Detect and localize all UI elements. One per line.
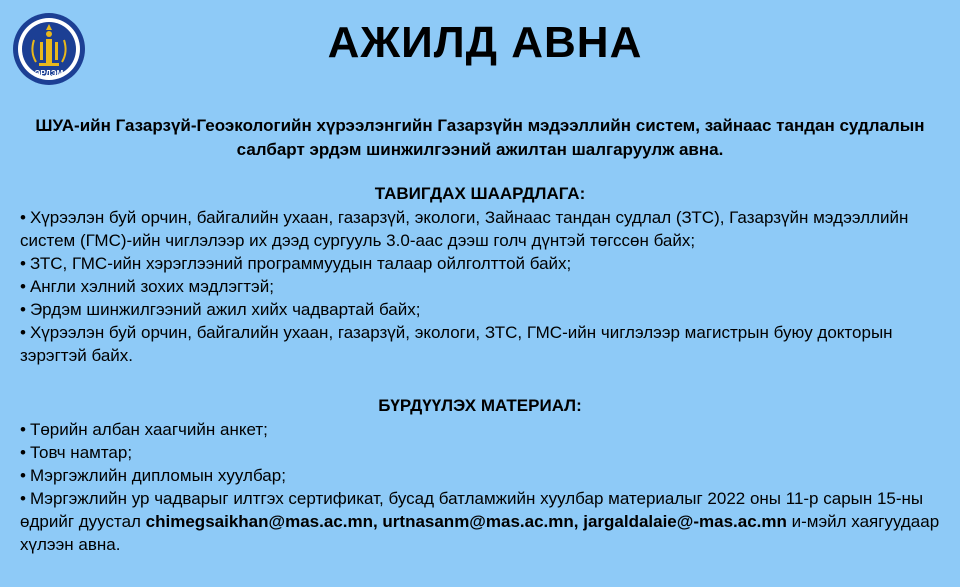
list-item: [20, 487, 942, 556]
list-item: [20, 252, 942, 275]
list-item-text: ЗТС, ГМС-ийн хэрэглээний программуудын талаар ойлголттой байх;: [29, 254, 572, 273]
list-item: [20, 321, 942, 367]
materials-heading: БҮРДҮҮЛЭХ МАТЕРИАЛ:: [378, 396, 582, 415]
bullet-icon: •: [20, 254, 26, 273]
logo-text: ЭРДЭМ: [34, 69, 64, 78]
list-item: [20, 441, 942, 464]
bullet-icon: •: [20, 489, 26, 508]
list-item: [20, 464, 942, 487]
bullet-icon: •: [20, 300, 26, 319]
list-item-text-after: и-мэйл хаягуудаар хүлээн авна.: [20, 512, 940, 554]
list-item: [20, 298, 942, 321]
requirements-heading: ТАВИГДАХ ШААРДЛАГА:: [374, 184, 586, 203]
materials-list: [20, 418, 942, 556]
bullet-icon: •: [20, 420, 26, 439]
list-item-text: Эрдэм шинжилгээний ажил хийх чадвартай байх;: [29, 300, 421, 319]
requirements-list: [20, 206, 942, 367]
page-title: АЖИЛД АВНА: [327, 18, 643, 67]
email-addresses[interactable]: chimegsaikhan@mas.ac.mn, urtnasanm@mas.ac.mn, jargaldalaie@-mas.ac.mn: [145, 512, 787, 531]
list-item-text: Хүрээлэн буй орчин, байгалийн ухаан, газарзүй, экологи, Зайнаас тандан судлал (ЗТС), Газарзүйн мэдээллийн систем (ГМС)-ийн чиглэлээр их дээд сургууль 3.0-аас дээш голч дүнтэй төгссөн байх;: [20, 208, 909, 250]
list-item-text: Төрийн албан хаагчийн анкет;: [29, 420, 268, 439]
list-item-text: Мэргэжлийн дипломын хуулбар;: [29, 466, 286, 485]
list-item: [20, 206, 942, 252]
bullet-icon: •: [20, 466, 26, 485]
list-item: [20, 275, 942, 298]
bullet-icon: •: [20, 277, 26, 296]
list-item-text-before: Мэргэжлийн ур чадварыг илтгэх сертификат, бусад батламжийн хуулбар материалыг 2022 оны 11-р сарын 15-ны өдрийг дуустал: [20, 489, 924, 531]
bullet-icon: •: [20, 208, 26, 227]
list-item-text: Хүрээлэн буй орчин, байгалийн ухаан, газарзүй, экологи, ЗТС, ГМС-ийн чиглэлээр магистрын буюу докторын зэрэгтэй байх.: [20, 323, 893, 365]
list-item-text: Товч намтар;: [29, 443, 133, 462]
bullet-icon: •: [20, 323, 26, 342]
intro-text: ШУА-ийн Газарзүй-Геоэкологийн хүрээлэнгийн Газарзүйн мэдээллийн систем, зайнаас тандан судлалын салбарт эрдэм шинжилгээний ажилтан шалгаруулж авна.: [35, 116, 925, 159]
list-item-text: Англи хэлний зохих мэдлэгтэй;: [29, 277, 274, 296]
list-item: [20, 418, 942, 441]
bullet-icon: •: [20, 443, 26, 462]
